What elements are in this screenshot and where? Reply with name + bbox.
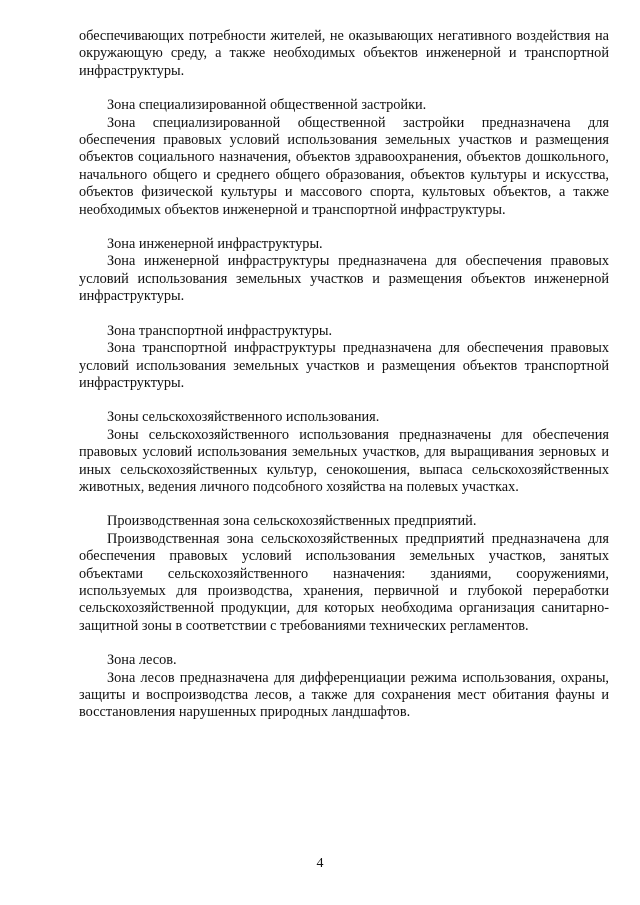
section-heading-specialized-public: Зона специализированной общественной застройки. bbox=[107, 97, 427, 114]
section-body-forests: Зона лесов предназначена для дифференциации режима использования, охраны, защиты и воспроизводства лесов, а также для сохранения мест обитания фауны и восстановления нарушенных природных ландшафтов. bbox=[79, 669, 609, 721]
section-body-transport: Зона транспортной инфраструктуры предназначена для обеспечения правовых условий использования земельных участков и размещения объектов транспортной инфраструктуры. bbox=[79, 340, 609, 391]
section-body-engineering: Зона инженерной инфраструктуры предназначена для обеспечения правовых условий использования земельных участков и размещения объектов инженерной инфраструктуры. bbox=[79, 253, 609, 305]
section-body-specialized-public: Зона специализированной общественной застройки предназначена для обеспечения правовых условий использования земельных участков и размещения объектов социального назначения, объектов здравоохранения, объектов дошкольного, начального общего и среднего общего образования, объектов культуры и искусства, объектов физической культуры и массового спорта, культовых объектов, а также необходимых объектов инженерной и транспортной инфраструктуры. bbox=[79, 114, 609, 218]
page-number: 4 bbox=[316, 856, 324, 871]
section-body-agri-enterprises: Производственная зона сельскохозяйственных предприятий предназначена для обеспечения правовых условий использования земельных участков, занятых объектами сельскохозяйственного назначения: зданиями, сооружениями, используемых для производства, хранения, первичной и глубокой переработки сельскохозяйственной продукции, для которых необходима организация санитарно-защитной зоны в соответствии с требованиями технических регламентов. bbox=[79, 530, 609, 634]
section-heading-transport: Зона транспортной инфраструктуры. bbox=[107, 322, 333, 339]
section-body-agricultural: Зоны сельскохозяйственного использования предназначены для обеспечения правовых условий использования земельных участков, для выращивания зерновых и иных сельскохозяйственных культур, сенокошения, выпаса сельскохозяйственных животных, ведения личного подсобного хозяйства на полевых участках. bbox=[79, 426, 609, 495]
intro-paragraph: обеспечивающих потребности жителей, не оказывающих негативного воздействия на окружающую среду, а также необходимых объектов инженерной и транспортной инфраструктуры. bbox=[79, 28, 609, 79]
section-heading-agricultural: Зоны сельскохозяйственного использования. bbox=[107, 409, 380, 426]
section-heading-forests: Зона лесов. bbox=[107, 652, 177, 669]
section-heading-agri-enterprises: Производственная зона сельскохозяйственных предприятий. bbox=[107, 513, 477, 530]
section-heading-engineering: Зона инженерной инфраструктуры. bbox=[107, 236, 323, 253]
